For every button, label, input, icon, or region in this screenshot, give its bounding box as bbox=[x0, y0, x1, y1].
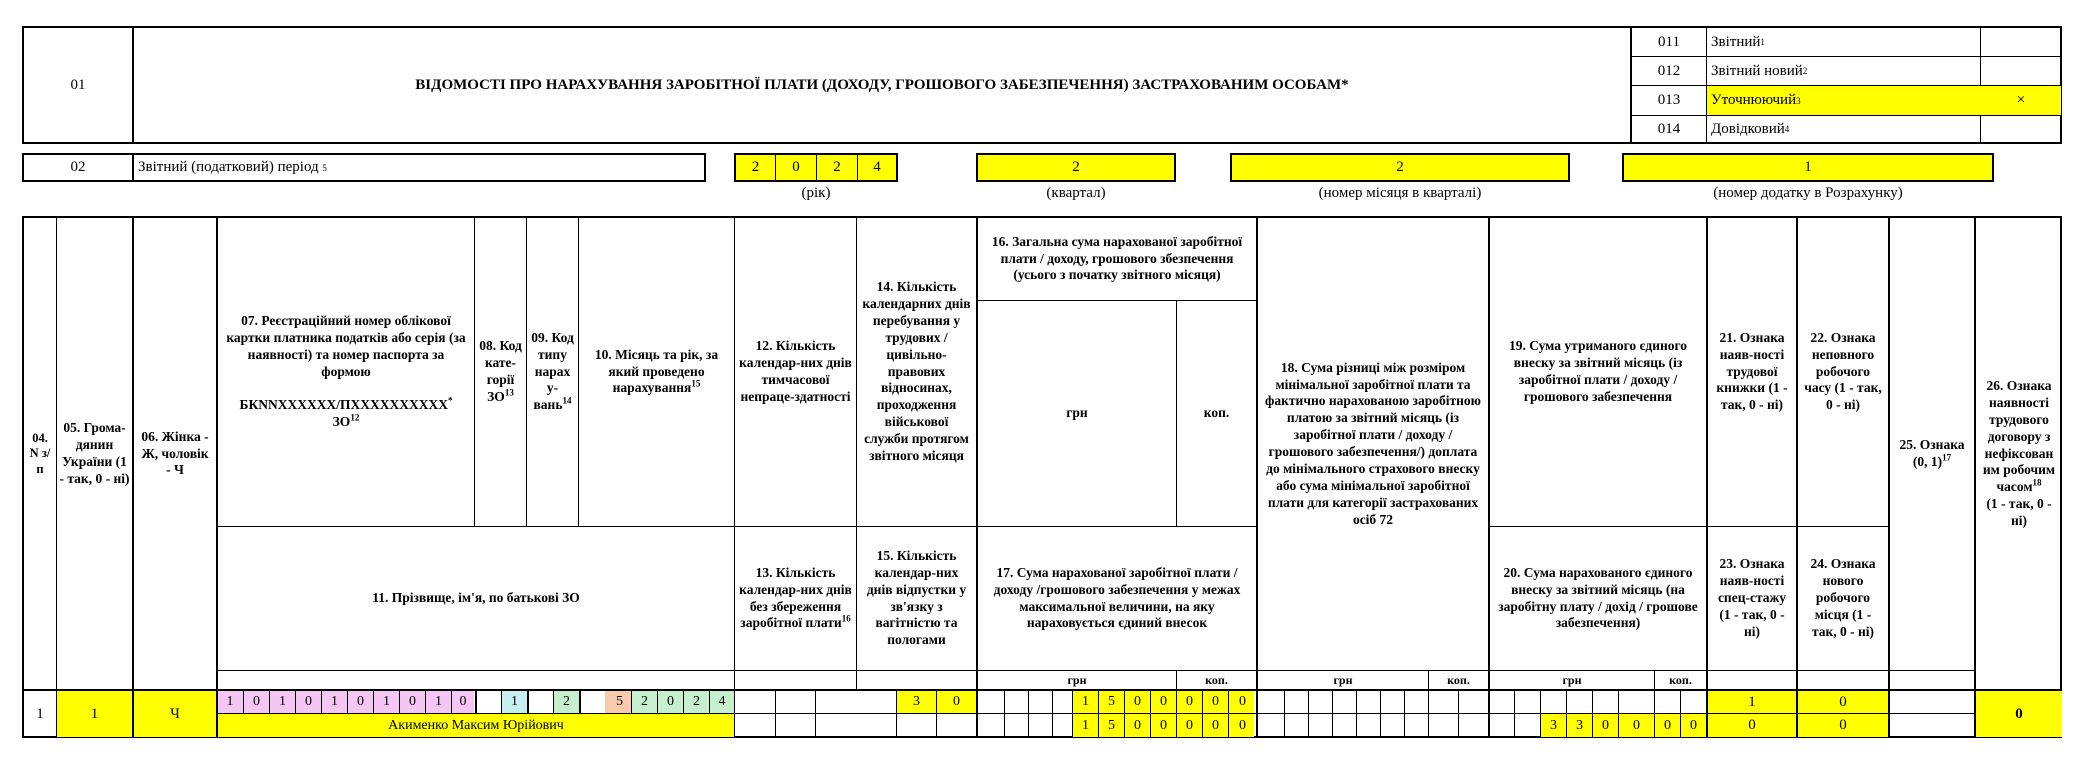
accrual-type-digit[interactable] bbox=[527, 690, 553, 714]
year-caption: (рік) bbox=[801, 184, 831, 201]
col-16-kop-header: коп. bbox=[1203, 405, 1230, 421]
c19-unit-grn: грн bbox=[1562, 672, 1582, 687]
month-year-digit[interactable]: 2 bbox=[631, 690, 657, 714]
c20-kop-digit[interactable]: 0 bbox=[1654, 714, 1680, 737]
rnokpp-digit[interactable]: 1 bbox=[425, 690, 451, 714]
rnokpp-digit[interactable]: 0 bbox=[243, 690, 269, 714]
col-05-header: 05. Грома-дянин України (1 - так, 0 - ні) bbox=[59, 420, 130, 486]
col-11-header: 11. Прізвище, ім'я, по батькові ЗО bbox=[372, 590, 580, 606]
col-17-header: 17. Сума нарахованої заробітної плати / доходу /грошового забезпечення у межах максимальної величини, на яку нараховується єдиний внесок bbox=[993, 564, 1241, 631]
form-title: ВІДОМОСТІ ПРО НАРАХУВАННЯ ЗАРОБІТНОЇ ПЛАТИ (ДОХОДУ, ГРОШОВОГО ЗАБЕЗПЕЧЕННЯ) ЗАСТРАХОВАНИМ ОСОБАМ* bbox=[415, 76, 1349, 93]
col-08-header: 08. Код кате-горії ЗО$^{13}$ bbox=[479, 338, 522, 404]
c16-grn-digit[interactable]: 0 bbox=[1124, 690, 1150, 714]
annex-caption: (номер додатку в Розрахунку) bbox=[1713, 184, 1903, 201]
c17-grn-digit[interactable]: 0 bbox=[1176, 714, 1202, 737]
row-c22[interactable]: 0 bbox=[1839, 693, 1847, 710]
rnokpp-digit[interactable]: 1 bbox=[373, 690, 399, 714]
type-code-014: 014 bbox=[1657, 120, 1681, 137]
type-mark-reference[interactable] bbox=[1981, 116, 2061, 142]
col-06-header: 06. Жінка - Ж, чоловік - Ч bbox=[141, 428, 209, 478]
c17-unit-kop: коп. bbox=[1205, 672, 1228, 687]
type-code-013: 013 bbox=[1657, 92, 1681, 109]
year-digit-4: 4 bbox=[873, 159, 881, 176]
c16-kop-digit[interactable]: 0 bbox=[1228, 690, 1256, 714]
col-16-grn-header: грн bbox=[1066, 405, 1088, 421]
row-c26[interactable]: 0 bbox=[2015, 705, 2023, 722]
year-digit-1: 2 bbox=[751, 159, 760, 176]
month-year-digit[interactable]: 5 bbox=[579, 690, 631, 714]
type-label-reporting: Звітний 1 bbox=[1711, 33, 1765, 50]
quarter-value: 2 bbox=[1072, 159, 1080, 176]
category-digit[interactable] bbox=[475, 690, 501, 714]
rnokpp-digit[interactable]: 0 bbox=[347, 690, 373, 714]
c17-kop-digit[interactable]: 0 bbox=[1202, 714, 1228, 737]
month-year-digit[interactable]: 4 bbox=[709, 690, 734, 714]
rnokpp-digit[interactable]: 0 bbox=[295, 690, 321, 714]
col-10-header: 10. Місяць та рік, за який проведено нарахування$^{15}$ bbox=[594, 346, 719, 396]
c20-grn-digit[interactable]: 3 bbox=[1540, 714, 1566, 737]
c17-unit-grn: грн bbox=[1067, 672, 1087, 687]
accrual-type-digit[interactable]: 2 bbox=[553, 690, 579, 714]
c20-grn-digit[interactable]: 0 bbox=[1592, 714, 1618, 737]
col-24-header: 24. Ознака нового робочого місця (1 - так, 0 - ні) bbox=[1810, 556, 1876, 639]
col-13-header: 13. Кількість календар-них днів без збереження заробітної плати$^{16}$ bbox=[739, 564, 852, 631]
c17-grn-digit[interactable]: 0 bbox=[1124, 714, 1150, 737]
col-09-header: 09. Код типу нарах у-вань$^{14}$ bbox=[531, 329, 574, 413]
c16-grn-digit[interactable]: 0 bbox=[1176, 690, 1202, 714]
type-label-reference: Довідковий 4 bbox=[1711, 120, 1790, 137]
category-digit[interactable]: 1 bbox=[501, 690, 527, 714]
col-19-header: 19. Сума утриманого єдиного внеску за звітний місяць (із заробітної плати / доходу / грошового забезпечення bbox=[1508, 338, 1688, 404]
c20-kop-digit[interactable]: 0 bbox=[1680, 714, 1706, 737]
c17-kop-digit[interactable]: 0 bbox=[1228, 714, 1256, 737]
row-c21[interactable]: 1 bbox=[1748, 693, 1756, 710]
rnokpp-digit[interactable]: 1 bbox=[269, 690, 295, 714]
c16-grn-digit[interactable]: 0 bbox=[1150, 690, 1176, 714]
c16-grn-digit[interactable]: 5 bbox=[1098, 690, 1124, 714]
row-citizen[interactable]: 1 bbox=[90, 705, 99, 722]
rnokpp-digit[interactable]: 0 bbox=[451, 690, 474, 714]
col-15-header: 15. Кількість календар-них днів відпустки у зв'язку з вагітністю та пологами bbox=[866, 547, 967, 648]
type-label-reporting-new: Звітний новий 2 bbox=[1711, 62, 1808, 79]
col-25-header: 25. Ознака (0, 1)$^{17}$ bbox=[1899, 437, 1965, 469]
type-code-012: 012 bbox=[1657, 62, 1681, 79]
type-mark-reporting-new[interactable] bbox=[1981, 57, 2061, 85]
col-26-header: 26. Ознака наявності трудового договору з нефіксован им робочим часом$^{18}$ (1 - так, 0 - ні) bbox=[1982, 378, 2056, 529]
rnokpp-digit[interactable]: 1 bbox=[226, 694, 234, 709]
days-employed-digit[interactable]: 3 bbox=[896, 690, 936, 714]
c16-grn-digit[interactable]: 1 bbox=[1072, 690, 1098, 714]
c20-grn-digit[interactable]: 3 bbox=[1566, 714, 1592, 737]
c18-unit-kop: коп. bbox=[1447, 672, 1470, 687]
month-caption: (номер місяця в кварталі) bbox=[1318, 184, 1482, 201]
c17-grn-digit[interactable]: 1 bbox=[1072, 714, 1098, 737]
type-label-clarifying: Уточнюючий 3 bbox=[1711, 92, 1801, 109]
period-label: Звітний (податковий) період 5 bbox=[138, 159, 327, 176]
type-mark-clarifying[interactable]: × bbox=[2016, 92, 2026, 109]
col-14-header: 14. Кількість календарних днів перебування у трудових / цивільно-правових відносинах, проходження військової служби протягом звітного місяця bbox=[862, 279, 971, 463]
col-16-header: 16. Загальна сума нарахованої заробітної плати / доходу, грошового збезпечення (усього з початку звітного місяця) bbox=[991, 233, 1243, 283]
days-employed-digit[interactable]: 0 bbox=[936, 690, 976, 714]
col-22-header: 22. Ознака неповного робочого часу (1 - так, 0 - ні) bbox=[1804, 329, 1882, 413]
row-gender[interactable]: Ч bbox=[170, 705, 180, 722]
c16-kop-digit[interactable]: 0 bbox=[1202, 690, 1228, 714]
col-07-header: 07. Реєстраційний номер облікової картки платника податків або серія (за наявності) та номер паспорта за формою БКNNXXXXXX/ПXXXXXXXXXX* ЗО$^{12}$ bbox=[226, 313, 466, 429]
col-23-header: 23. Ознака наяв-ності спец-стажу (1 - так, 0 - ні) bbox=[1717, 556, 1787, 639]
annex-value: 1 bbox=[1804, 159, 1812, 176]
insured-person-name[interactable]: Акименко Максим Юрійович bbox=[388, 717, 564, 733]
period-row-code: 02 bbox=[70, 159, 86, 176]
row-number: 1 bbox=[36, 705, 44, 722]
rnokpp-digit[interactable]: 0 bbox=[399, 690, 425, 714]
year-digit-3: 2 bbox=[833, 159, 841, 176]
c17-grn-digit[interactable]: 5 bbox=[1098, 714, 1124, 737]
c19-unit-kop: коп. bbox=[1669, 672, 1692, 687]
rnokpp-digit[interactable]: 1 bbox=[321, 690, 347, 714]
quarter-caption: (квартал) bbox=[1046, 184, 1106, 201]
col-21-header: 21. Ознака наяв-ності трудової книжки (1 - так, 0 - ні) bbox=[1716, 329, 1788, 413]
col-12-header: 12. Кількість календар-них днів тимчасової непраце-здатності bbox=[739, 338, 852, 404]
header-row-code: 01 bbox=[70, 76, 86, 93]
month-value: 2 bbox=[1396, 159, 1404, 176]
type-mark-reporting[interactable] bbox=[1981, 28, 2061, 56]
row-c24[interactable]: 0 bbox=[1839, 717, 1847, 734]
month-year-digit[interactable]: 0 bbox=[657, 690, 683, 714]
col-04-header: 04. N з/п bbox=[29, 430, 51, 476]
c18-unit-grn: грн bbox=[1333, 672, 1353, 687]
col-18-header: 18. Сума різниці між розміром мінімальної заробітної плати та фактично нарахованою заробітною платою за звітний місяць (із заробітної плати / доходу / грошового забезпечення/) доплата до мінімального страхового внеску або сума мінімальної заробітної плати для категорії застрахованих осіб 72 bbox=[1265, 359, 1481, 527]
col-20-header: 20. Сума нарахованого єдиного внеску за звітний місяць (на заробітну плату / дохід / грошове забезпечення) bbox=[1498, 564, 1698, 631]
year-digit-2: 0 bbox=[792, 159, 800, 176]
row-c23[interactable]: 0 bbox=[1748, 717, 1756, 734]
type-code-011: 011 bbox=[1658, 33, 1680, 50]
c20-grn-digit[interactable]: 0 bbox=[1618, 714, 1654, 737]
month-year-digit[interactable]: 2 bbox=[683, 690, 709, 714]
c17-grn-digit[interactable]: 0 bbox=[1150, 714, 1176, 737]
